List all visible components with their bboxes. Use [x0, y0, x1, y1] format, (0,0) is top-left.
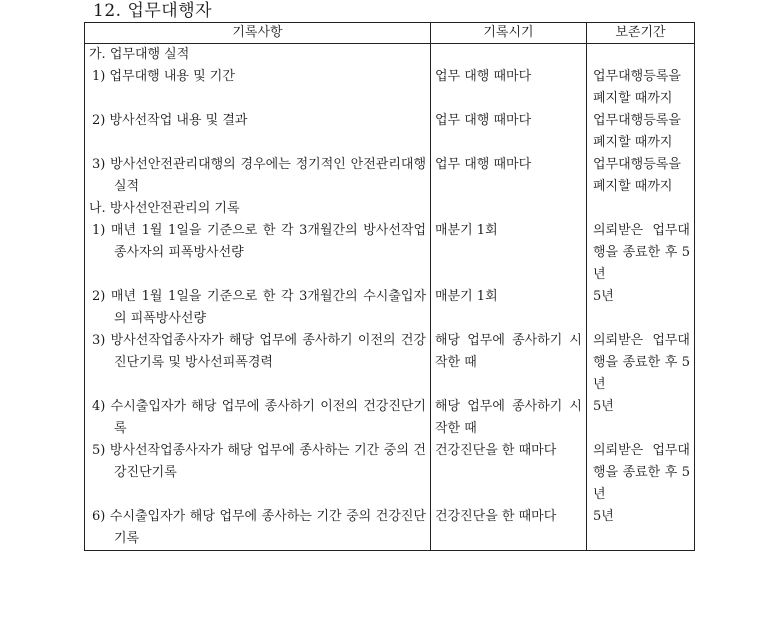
record-item: 1) 매년 1월 1일을 기준으로 한 각 3개월간의 방사선작업종사자의 피폭방사선량	[92, 223, 426, 260]
section-title: 가. 업무대행 실적	[85, 44, 431, 67]
table-row	[85, 506, 695, 551]
record-item: 3) 방사선작업종사자가 해당 업무에 종사하기 이전의 건강진단기록 및 방사선피폭경력	[92, 333, 426, 370]
record-item: 5) 방사선작업종사자가 해당 업무에 종사하는 기간 중의 건강진단기록	[92, 443, 426, 480]
section-title: 나. 방사선안전관리의 기록	[85, 198, 431, 220]
section-heading: 12. 업무대행자	[93, 1, 213, 21]
retention-period: 5년	[593, 289, 614, 304]
empty-cell	[587, 198, 695, 220]
records-table	[84, 22, 695, 551]
record-timing: 업무 대행 때마다	[435, 157, 532, 172]
table-row	[85, 154, 695, 198]
col-header-retention: 보존기간	[587, 23, 695, 44]
retention-period: 의뢰받은 업무대행을 종료한 후 5년	[593, 223, 690, 282]
empty-cell	[431, 44, 587, 67]
record-timing: 매분기 1회	[435, 223, 498, 238]
table-row	[85, 110, 695, 154]
record-timing: 업무 대행 때마다	[435, 113, 532, 128]
record-timing: 건강진단을 한 때마다	[435, 443, 557, 458]
empty-cell	[431, 198, 587, 220]
record-timing: 해당 업무에 종사하기 시작한 때	[435, 399, 582, 436]
record-item: 2) 매년 1월 1일을 기준으로 한 각 3개월간의 수시출입자의 피폭방사선량	[92, 289, 426, 326]
section-row	[85, 198, 695, 220]
retention-period: 5년	[593, 509, 614, 524]
retention-period: 의뢰받은 업무대행을 종료한 후 5년	[593, 333, 690, 392]
record-item: 4) 수시출입자가 해당 업무에 종사하기 이전의 건강진단기록	[92, 399, 426, 436]
section-row	[85, 44, 695, 67]
retention-period: 의뢰받은 업무대행을 종료한 후 5년	[593, 443, 690, 502]
record-item: 2) 방사선작업 내용 및 결과	[92, 113, 248, 128]
table-row	[85, 66, 695, 110]
retention-period: 업무대행등록을 폐지할 때까지	[593, 157, 681, 194]
header-row	[85, 23, 695, 44]
record-timing: 건강진단을 한 때마다	[435, 509, 557, 524]
record-timing: 해당 업무에 종사하기 시작한 때	[435, 333, 582, 370]
retention-period: 업무대행등록을 폐지할 때까지	[593, 69, 681, 106]
retention-period: 5년	[593, 399, 614, 414]
table-row	[85, 220, 695, 286]
table-row	[85, 396, 695, 440]
record-item: 3) 방사선안전관리대행의 경우에는 정기적인 안전관리대행 실적	[92, 157, 426, 194]
col-header-record-item: 기록사항	[85, 23, 431, 44]
record-timing: 매분기 1회	[435, 289, 498, 304]
table-row	[85, 330, 695, 396]
record-item: 6) 수시출입자가 해당 업무에 종사하는 기간 중의 건강진단기록	[92, 509, 426, 546]
record-timing: 업무 대행 때마다	[435, 69, 532, 84]
col-header-record-timing: 기록시기	[431, 23, 587, 44]
retention-period: 업무대행등록을 폐지할 때까지	[593, 113, 681, 150]
table-row	[85, 286, 695, 330]
record-item: 1) 업무대행 내용 및 기간	[92, 69, 235, 84]
empty-cell	[587, 44, 695, 67]
table-row	[85, 440, 695, 506]
